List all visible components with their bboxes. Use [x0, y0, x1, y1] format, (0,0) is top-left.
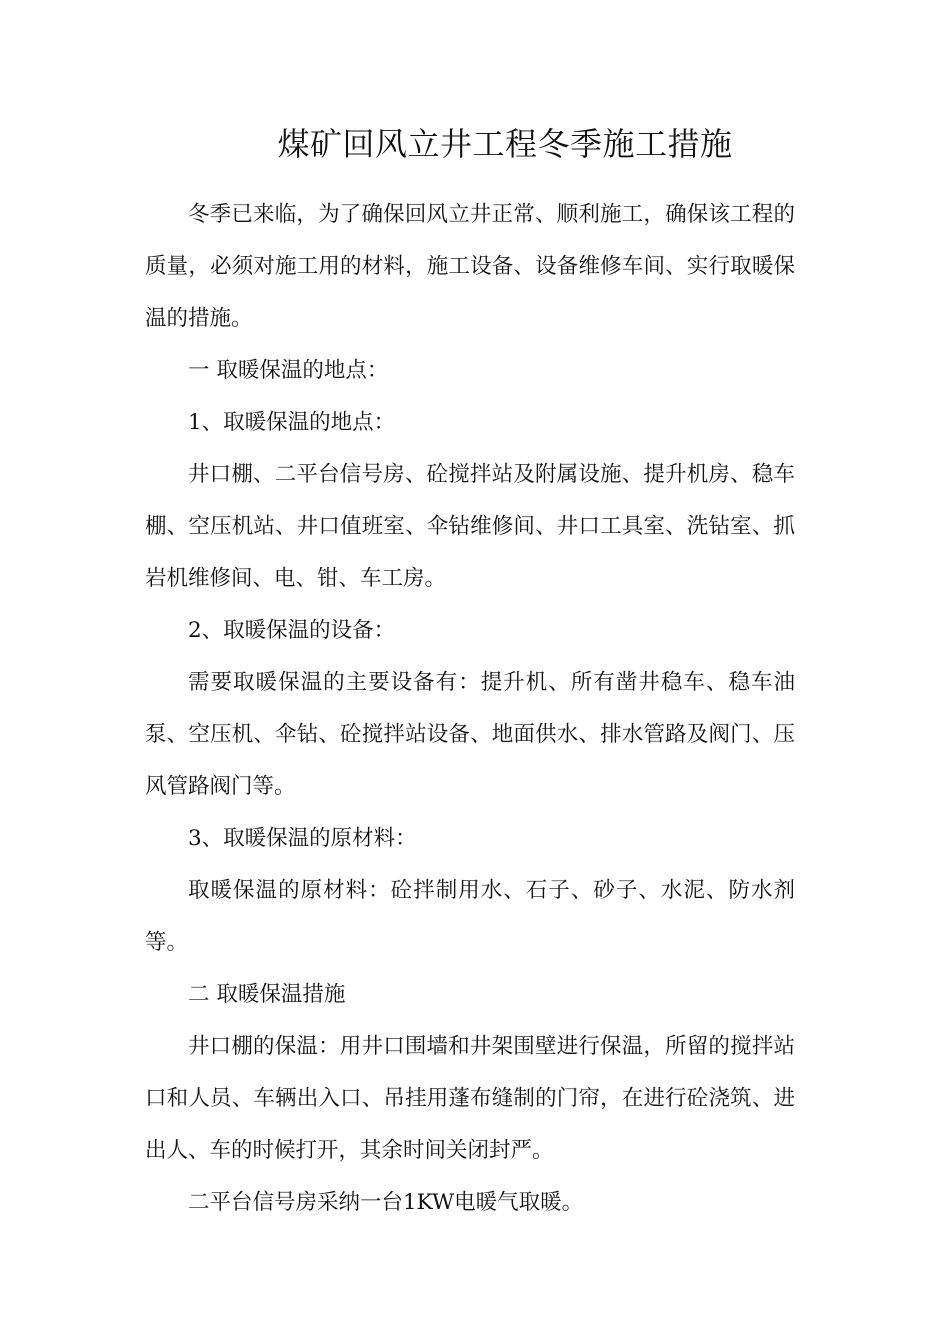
- subheading-materials: 3、取暖保温的原材料：: [188, 826, 417, 851]
- section-heading-measures: 二 取暖保温措施: [188, 982, 346, 1007]
- paragraph-signal-room-heating: 二平台信号房采纳一台1KW电暖气取暖。: [188, 1190, 584, 1215]
- paragraph-wellhead-insulation: 井口棚的保温：用井口围墙和井架围壁进行保温，所留的搅拌站口和人员、车辆出入口、吊挂用蓬布缝制的门帘，在进行砼浇筑、进出人、车的时候打开，其余时间关闭封严。: [145, 1034, 795, 1163]
- document-title: 煤矿回风立井工程冬季施工措施: [277, 125, 733, 163]
- paragraph-locations: 井口棚、二平台信号房、砼搅拌站及附属设施、提升机房、稳车棚、空压机站、井口值班室、伞钻维修间、井口工具室、洗钻室、抓岩机维修间、电、钳、车工房。: [145, 462, 795, 591]
- subheading-equipment: 2、取暖保温的设备：: [188, 618, 396, 643]
- document-body: [145, 189, 795, 1229]
- paragraph-materials: 取暖保温的原材料：砼拌制用水、石子、砂子、水泥、防水剂等。: [145, 878, 795, 955]
- paragraph-intro: 冬季已来临，为了确保回风立井正常、顺利施工，确保该工程的质量，必须对施工用的材料，施工设备、设备维修车间、实行取暖保温的措施。: [145, 202, 795, 331]
- section-heading-locations: 一 取暖保温的地点：: [188, 358, 389, 383]
- paragraph-equipment: 需要取暖保温的主要设备有：提升机、所有凿井稳车、稳车油泵、空压机、伞钻、砼搅拌站设备、地面供水、排水管路及阀门、压风管路阀门等。: [145, 670, 795, 799]
- subheading-locations: 1、取暖保温的地点：: [188, 410, 396, 435]
